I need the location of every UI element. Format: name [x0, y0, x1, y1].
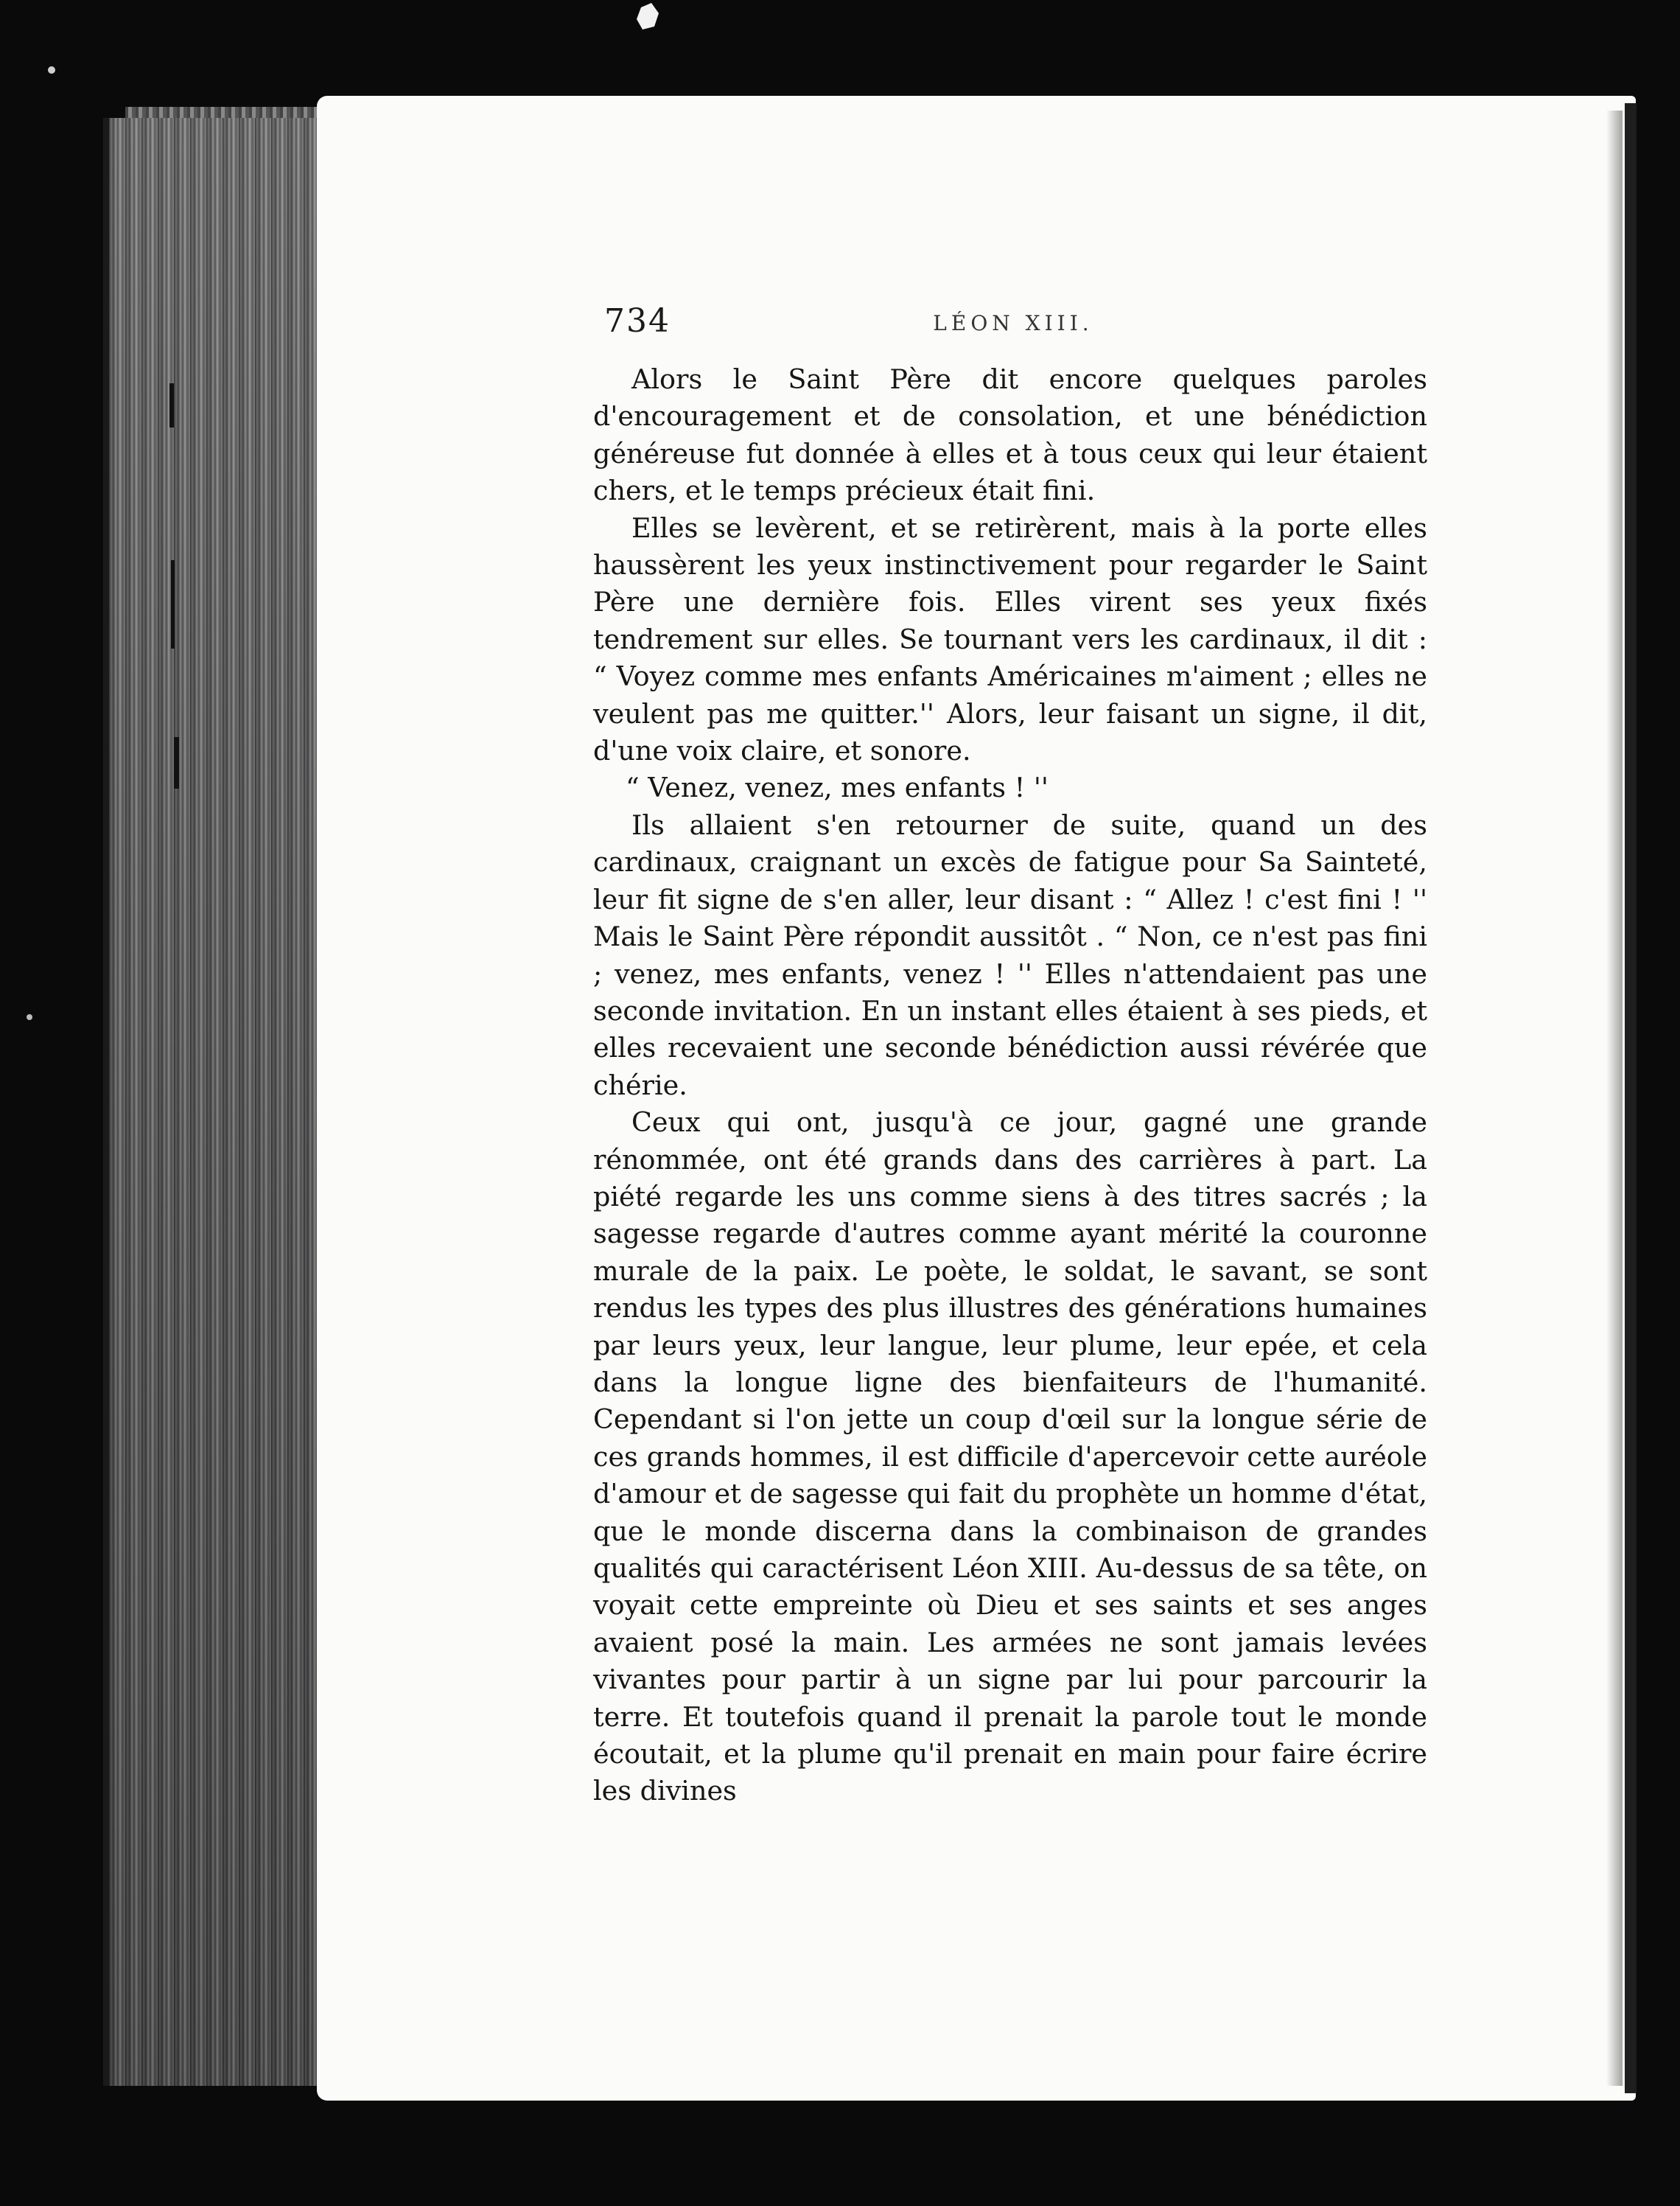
paragraph: “ Venez, venez, mes enfants ! '' [626, 772, 1049, 804]
page-number: 734 [604, 302, 671, 340]
paragraph: Alors le Saint Père dit encore quelques paroles d'encouragement et de consolation, et une bénédiction généreuse fut donnée à elles et à tous ceux qui leur étaient chers, et le temps précieux était fini. [593, 363, 1427, 507]
book-page-edges [103, 118, 345, 2086]
page-gutter-shadow [1606, 111, 1623, 2086]
body-text [593, 361, 1427, 1810]
paragraph: Ceux qui ont, jusqu'à ce jour, gagné une grande rénommée, ont été grands dans des carrières à part. La piété regarde les uns comme siens à des titres sacrés ; la sagesse regarde d'autres comme ayant mérité la couronne murale de la paix. Le poète, le soldat, le savant, se sont rendus les types des plus illustres des générations humaines par leurs yeux, leur langue, leur plume, leur epée, et cela dans la longue ligne des bienfaiteurs de l'humanité. Cependant si l'on jette un coup d'œil sur la longue série de ces grands hommes, il est difficile d'apercevoir cette auréole d'amour et de sagesse qui fait du prophète un homme d'état, que le monde discerna dans la combinaison de grandes qualités qui caractérisent Léon XIII. Au-dessus de sa tête, on voyait cette empreinte où Dieu et ses saints et ses anges avaient posé la main. Les armées ne sont jamais levées vivantes pour partir à un signe par lui pour parcourir la terre. Et toutefois quand il prenait la parole tout le monde écoutait, et la plume qu'il prenait en main pour faire écrire les divines [593, 1106, 1427, 1807]
running-title: LÉON XIII. [933, 311, 1093, 335]
paragraph: Elles se levèrent, et se retirèrent, mais à la porte elles haussèrent les yeux instinctivement pour regarder le Saint Père une dernière fois. Elles virent ses yeux fixés tendrement sur elles. Se tournant vers les cardinaux, il dit : “ Voyez comme mes enfants Américaines m'aiment ; elles ne veulent pas me quitter.'' Alors, leur faisant un signe, il dit, d'une voix claire, et sonore. [593, 512, 1427, 767]
page-right-border [1625, 103, 1637, 2093]
page-header [604, 302, 1422, 346]
paragraph: Ils allaient s'en retourner de suite, quand un des cardinaux, craignant un excès de fatigue pour Sa Sainteté, leur fit signe de s'en aller, leur disant : “ Allez ! c'est fini ! '' Mais le Saint Père répondit aussitôt . “ Non, ce n'est pas fini ; venez, mes enfants, venez ! '' Elles n'attendaient pas une seconde invitation. En un instant elles étaient à ses pieds, et elles recevaient une seconde bénédiction aussi révérée que chérie. [593, 809, 1427, 1101]
